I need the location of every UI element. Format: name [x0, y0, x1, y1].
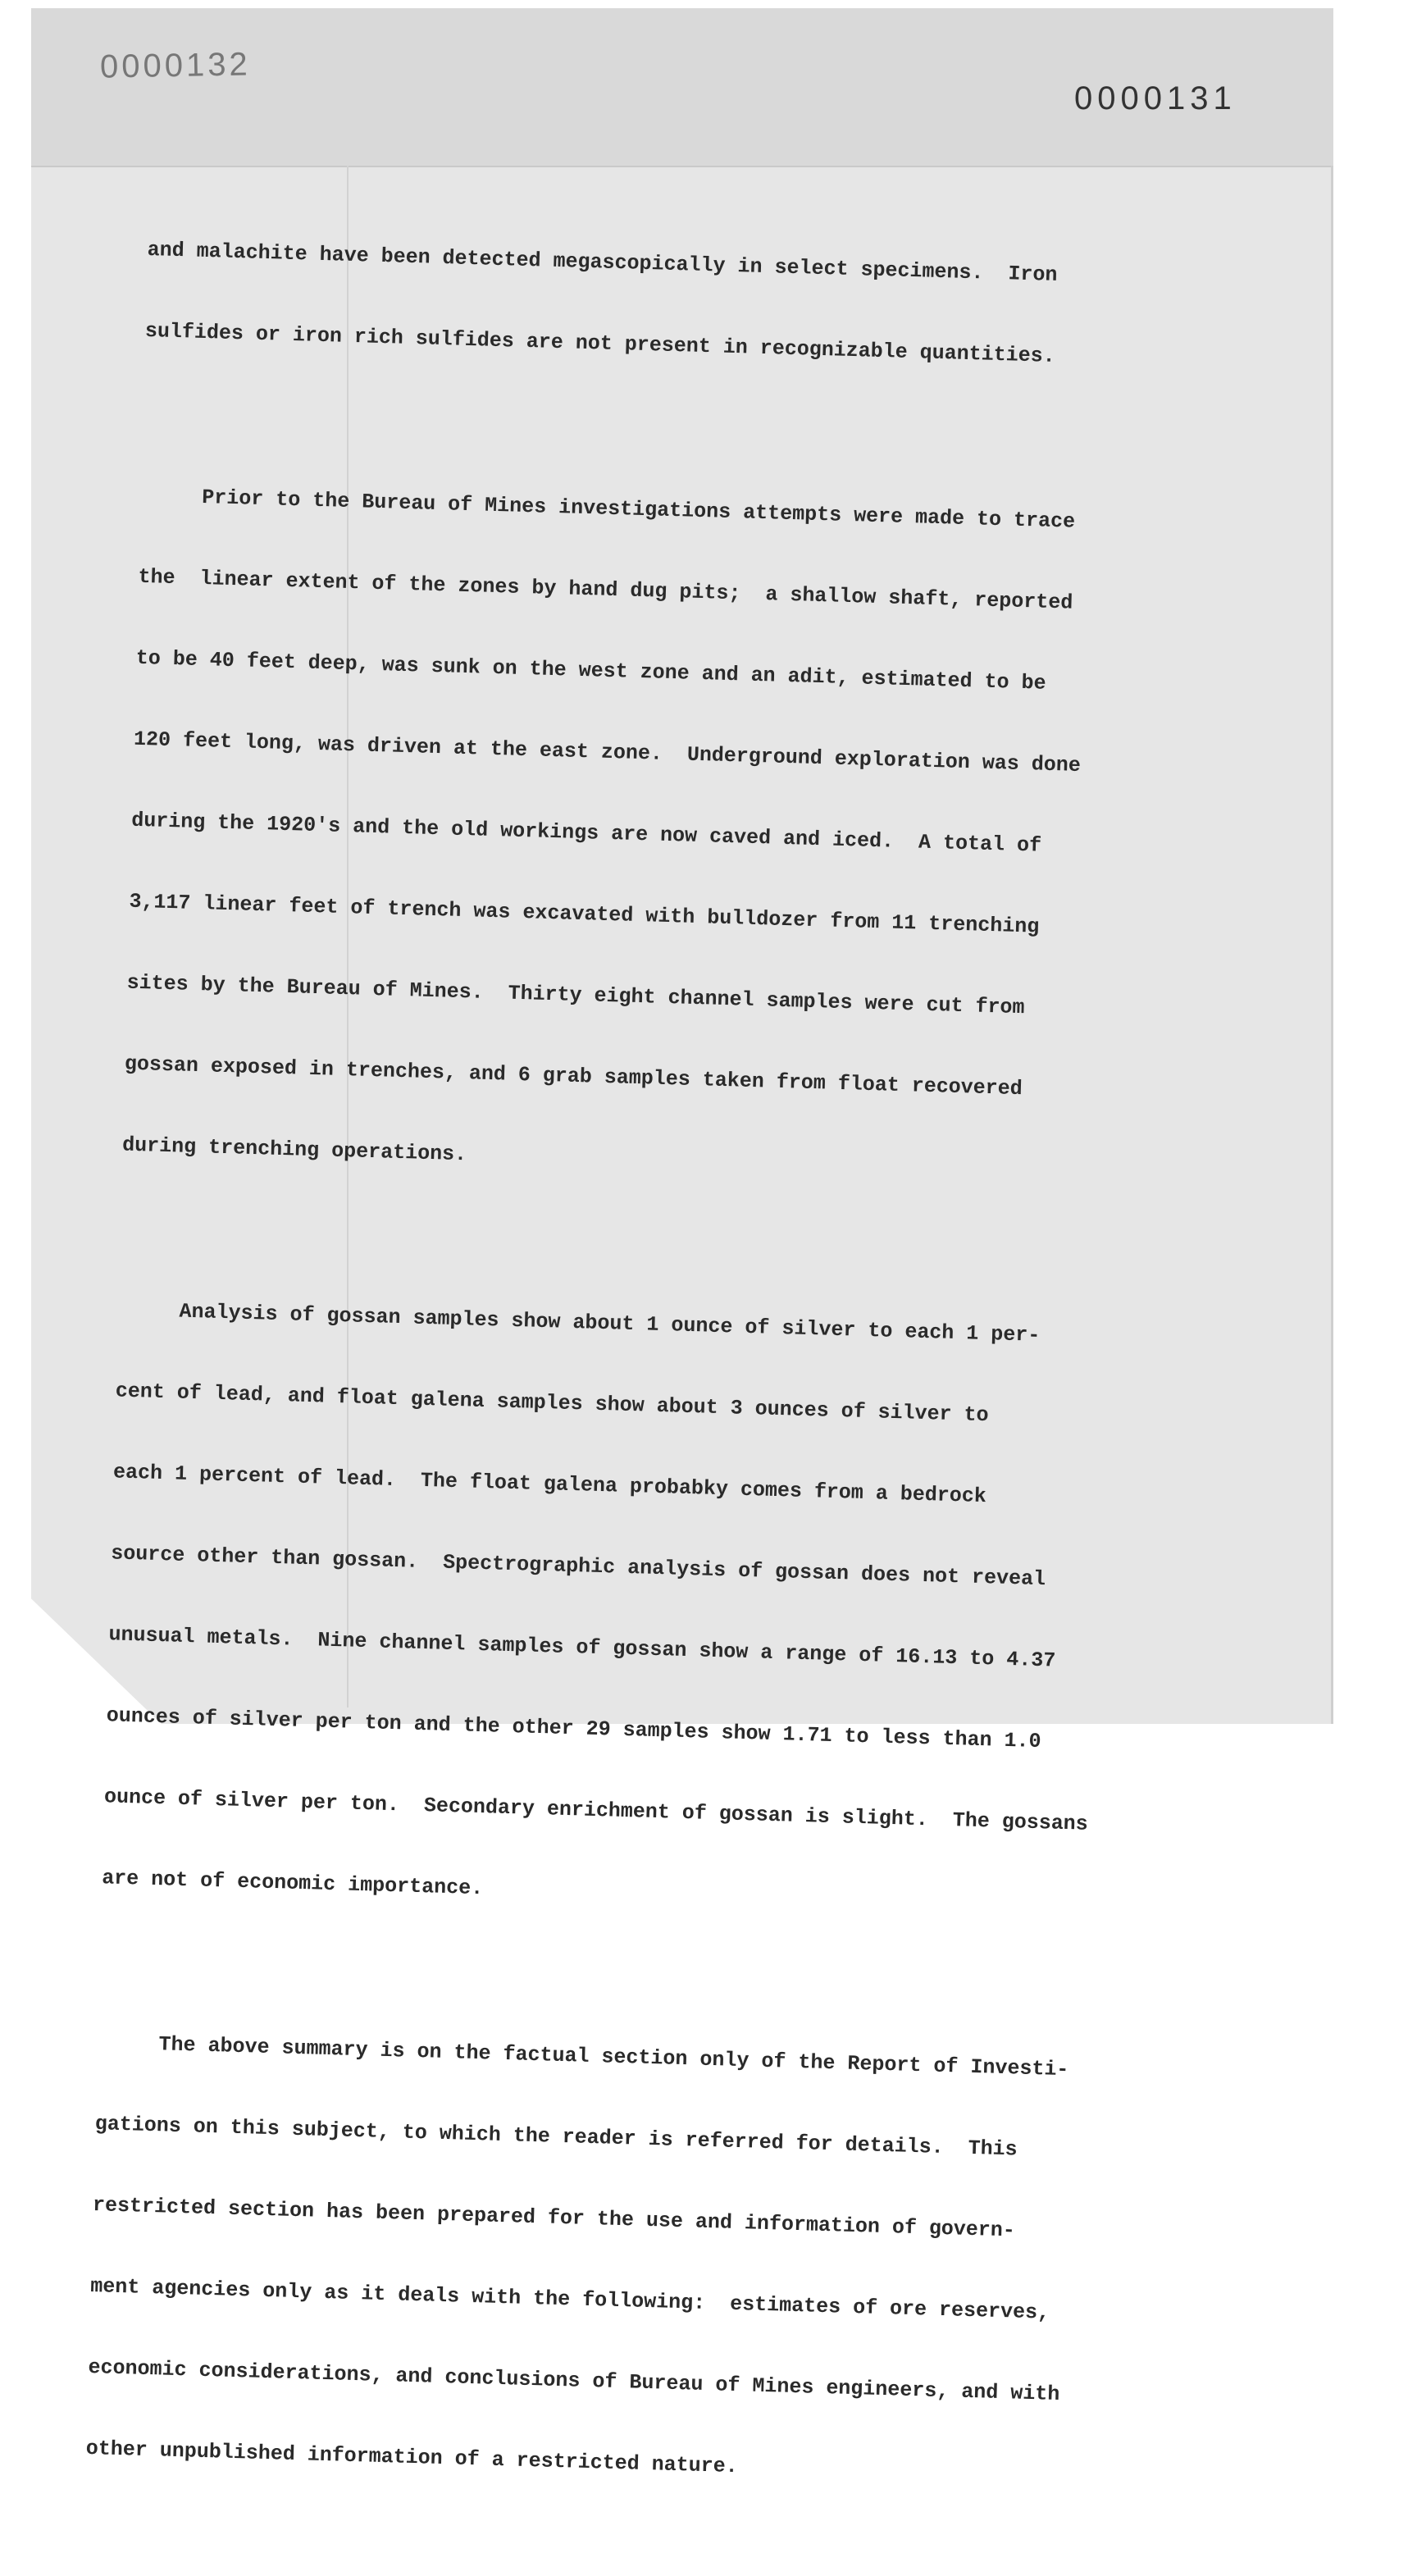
text-line: sites by the Bureau of Mines. Thirty eight channel samples were cut from: [126, 970, 1025, 1020]
text-line: and malachite have been detected megascopically in select specimens. Iron: [147, 237, 1058, 287]
text-line: during trenching operations.: [121, 1133, 467, 1167]
text-line: during the 1920's and the old workings are now caved and iced. A total of: [130, 808, 1042, 858]
text-line: 120 feet long, was driven at the east zone. Underground exploration was done: [133, 727, 1082, 777]
text-line: restricted section has been prepared for the use and information of govern-: [92, 2193, 1016, 2243]
text-line: sulfides or iron rich sulfides are not present in recognizable quantities.: [144, 318, 1056, 368]
text-line: 3,117 linear feet of trench was excavated with bulldozer from 11 trenching: [129, 889, 1040, 939]
text-line: to be 40 feet deep, was sunk on the west zone and an adit, estimated to be: [135, 645, 1046, 695]
text-line: the linear extent of the zones by hand dug pits; a shallow shaft, reported: [138, 564, 1073, 615]
text-line: are not of economic importance.: [101, 1866, 484, 1901]
text-line: each 1 percent of lead. The float galena probabky comes from a bedrock: [112, 1460, 987, 1509]
paragraph-summary: [84, 1975, 1198, 2546]
document-number-top-left: 0000132: [99, 46, 252, 85]
text-line: cent of lead, and float galena samples show about 3 ounces of silver to: [115, 1379, 990, 1428]
text-line: source other than gossan. Spectrographic analysis of gossan does not reveal: [110, 1541, 1046, 1592]
text-line: unusual metals. Nine channel samples of gossan show a range of 16.13 to 4.37: [108, 1622, 1056, 1673]
text-line: ounce of silver per ton. Secondary enrichment of gossan is slight. The gossans: [103, 1785, 1089, 1836]
body-text: [84, 182, 1248, 2576]
text-line: gossan exposed in trenches, and 6 grab samples taken from float recovered: [124, 1051, 1023, 1101]
text-line: economic considerations, and conclusions of Bureau of Mines engineers, and with: [88, 2355, 1060, 2407]
text-line: ment agencies only as it deals with the following: estimates of ore reserves,: [89, 2274, 1050, 2325]
paragraph-minerals: [144, 182, 1248, 429]
text-line: gations on this subject, to which the reader is referred for details. This: [94, 2112, 1018, 2162]
text-line: Prior to the Bureau of Mines investigations attempts were made to trace: [139, 483, 1076, 534]
text-line: other unpublished information of a restricted nature.: [85, 2436, 739, 2479]
page-edge: [1331, 166, 1333, 1724]
document-number-top-right: 0000131: [1074, 80, 1237, 116]
text-line: Analysis of gossan samples show about 1 ounce of silver to each 1 per-: [117, 1297, 1041, 1347]
paragraph-exploration: [121, 428, 1241, 1243]
paragraph-analysis: [100, 1242, 1218, 1976]
text-line: ounces of silver per ton and the other 29 samples show 1.71 to less than 1.0: [106, 1703, 1041, 1754]
text-line: The above summary is on the factual section only of the Report of Investi-: [97, 2031, 1069, 2082]
